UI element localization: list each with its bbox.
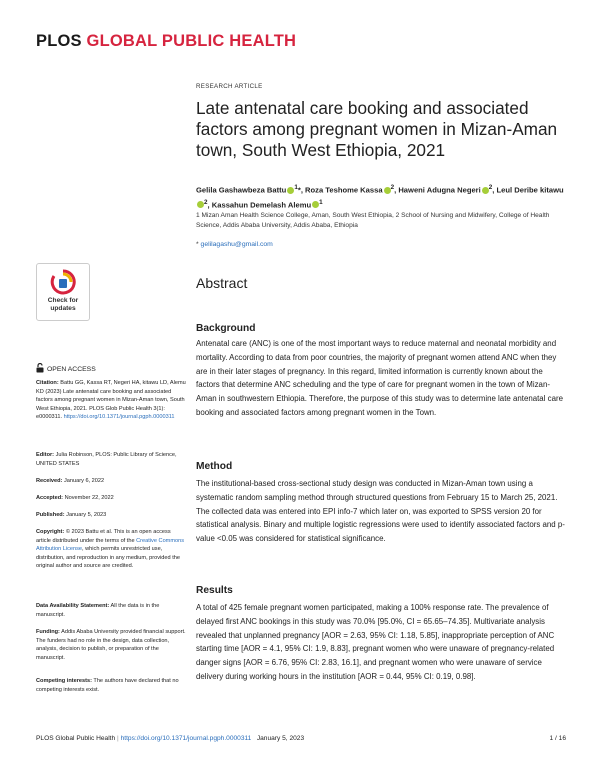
author-name[interactable]: Roza Teshome Kassa bbox=[305, 185, 383, 195]
accepted-date: November 22, 2022 bbox=[64, 495, 114, 501]
editor-label: Editor: bbox=[36, 452, 55, 458]
check-for-updates-button[interactable] bbox=[36, 263, 90, 321]
footer-separator: | bbox=[117, 735, 119, 742]
accepted-block bbox=[36, 494, 186, 503]
citation-doi-link[interactable]: https://doi.org/10.1371/journal.pgph.0000311 bbox=[63, 414, 175, 421]
logo-plos: PLOS bbox=[36, 32, 82, 50]
funding-text: Addis Ababa University provided financial support. The funders had no role in the design, data collection, analysis, decision to publish, or preparation of the manuscript. bbox=[36, 629, 186, 661]
data-availability-text: All the data is in the manuscript. bbox=[36, 603, 160, 618]
received-date: January 6, 2022 bbox=[64, 478, 105, 484]
data-availability-label: Data Availability Statement: bbox=[36, 603, 110, 609]
published-block bbox=[36, 511, 186, 520]
orcid-icon[interactable] bbox=[197, 201, 204, 208]
orcid-icon[interactable] bbox=[384, 187, 391, 194]
abstract-heading: Abstract bbox=[196, 275, 248, 291]
copyright-label: Copyright: bbox=[36, 529, 65, 535]
competing-interests-text: The authors have declared that no competing interests exist. bbox=[36, 678, 179, 693]
footer-journal: PLOS Global Public Health bbox=[36, 735, 116, 742]
citation-label: Citation: bbox=[36, 380, 59, 386]
results-text: A total of 425 female pregnant women participated, making a 100% response rate. The prevalence of delayed first ANC bookings in this study was 70.0% [95.0%, CI = 65.65–74.35]. Multivariate analysis revealed that unplanned pregnancy [AOR = 2.63, 95% CI: 1.18, 5.85], inappropriate perception of ANC starting time [AOR = 4.1, 95% CI: 1.9, 8.83], pregnant women who were unaware of pregnancy-related danger signs [AOR = 6.76, 95% CI: 2.83, 16.1], and pregnant women who were unaware of service delivery during working hours in the institution [AOR = 0.44, 95% CI: 0.19, 0.98]. bbox=[196, 603, 555, 681]
journal-logo bbox=[36, 32, 296, 51]
check-for-updates-label bbox=[37, 297, 89, 312]
competing-interests-label: Competing interests: bbox=[36, 678, 92, 684]
page-number: 1 / 16 bbox=[549, 735, 566, 742]
author-name[interactable]: Gelila Gashawbeza Battu bbox=[196, 185, 287, 195]
corresponding-email bbox=[196, 241, 273, 248]
author-affil-sup: 1 bbox=[319, 198, 323, 206]
received-label: Received: bbox=[36, 478, 63, 484]
corresponding-mark: * bbox=[297, 185, 301, 195]
editor-text: Julia Robinson, PLOS: Public Library of Science, UNITED STATES bbox=[36, 452, 177, 467]
email-star: * bbox=[196, 241, 199, 248]
license-link[interactable]: Creative Commons Attribution License bbox=[36, 537, 185, 553]
email-link[interactable]: gelilagashu@gmail.com bbox=[200, 241, 273, 248]
page-footer bbox=[36, 735, 566, 742]
open-access-label: OPEN ACCESS bbox=[47, 366, 96, 373]
author-name[interactable]: Haweni Adugna Negeri bbox=[398, 185, 481, 195]
check-label-line1: Check for bbox=[47, 297, 79, 304]
footer-date: January 5, 2023 bbox=[256, 735, 305, 742]
data-availability-block bbox=[36, 602, 186, 619]
check-label-line2: updates bbox=[50, 304, 76, 312]
competing-interests-block bbox=[36, 677, 186, 694]
author-name[interactable]: Kassahun Demelash Alemu bbox=[211, 200, 312, 210]
editor-block bbox=[36, 451, 186, 468]
method-text: The institutional-based cross-sectional study design was conducted in Mizan-Aman town using a systematic random sampling method through structured questions from February 15 to March 25, 2021. The collected data was entered into EPI info-7 which later on, was exported to SPSS version 20 for statistical analysis. Binary and multiple logistic regressions were used to identify associated factors and p-value <0.05 was considered for statistical significance. bbox=[196, 479, 565, 544]
results-heading: Results bbox=[196, 585, 233, 596]
footer-doi-link[interactable]: https://doi.org/10.1371/journal.pgph.0000311 bbox=[120, 735, 252, 742]
background-heading: Background bbox=[196, 323, 256, 334]
check-for-updates-icon bbox=[50, 269, 76, 295]
author-affil-sup: 2 bbox=[390, 184, 395, 191]
open-lock-icon bbox=[36, 363, 44, 373]
accepted-label: Accepted: bbox=[36, 495, 64, 501]
orcid-icon[interactable] bbox=[482, 187, 489, 194]
logo-journal-name: GLOBAL PUBLIC HEALTH bbox=[86, 32, 297, 50]
article-title: Late antenatal care booking and associated factors among pregnant women in Mizan-Aman town, South West Ethiopia, 2021 bbox=[196, 98, 558, 160]
author-affil-sup: 2 bbox=[204, 198, 208, 206]
article-type: RESEARCH ARTICLE bbox=[196, 83, 263, 90]
background-text: Antenatal care (ANC) is one of the most important ways to reduce maternal and neonatal morbidity and mortality. According to data from poor countries, the majority of pregnant women attend ANC when they are in their later stages of pregnancy. In this regard, limited information is currently known about the factors that determine ANC scheduling and the type of care for pregnant women in the town of Mizan-Aman in southwestern Ethiopia. Therefore, the purpose of this study was to determine late antenatal care booking and associated factors among pregnant women in the Town. bbox=[196, 339, 563, 417]
author-affil-sup: 2 bbox=[488, 184, 493, 191]
author-list: Gelila Gashawbeza Battu $^1$*, Roza Teshome Kassa $^2$, Haweni Adugna Negeri $^2$, Leul Deribe kitawu$^2$, Kassahun Demelash Alemu $^1$ bbox=[196, 184, 564, 210]
citation-block bbox=[36, 379, 186, 422]
received-block bbox=[36, 477, 186, 486]
author-affil-sup: 1 bbox=[294, 184, 298, 191]
copyright-text-end: , which permits unrestricted use, distribution, and reproduction in any medium, provided the original author and source are credited. bbox=[36, 546, 180, 570]
copyright-text: © 2023 Battu et al. This is an open access article distributed under the terms of the bbox=[36, 529, 171, 544]
funding-label: Funding: bbox=[36, 629, 60, 635]
published-date: January 5, 2023 bbox=[66, 512, 107, 518]
affiliations: 1 Mizan Aman Health Science College, Aman, South West Ethiopia, 2 School of Nursing and Midwifery, College of Health Science, Addis Ababa University, Addis Ababa, Ethiopia bbox=[196, 212, 550, 229]
method-heading: Method bbox=[196, 461, 233, 472]
open-access-badge bbox=[36, 363, 96, 373]
published-label: Published: bbox=[36, 512, 65, 518]
funding-block bbox=[36, 628, 186, 662]
citation-text: Battu GG, Kassa RT, Negeri HA, kitawu LD, Alemu KD (2023) Late antenatal care booking and associated factors among pregnant women in Mizan-Aman town, South West Ethiopia, 2021. PLOS Glob Public Health 3(1): e0000311. bbox=[36, 380, 186, 421]
author-name[interactable]: Leul Deribe kitawu bbox=[496, 185, 564, 195]
copyright-block bbox=[36, 528, 186, 571]
